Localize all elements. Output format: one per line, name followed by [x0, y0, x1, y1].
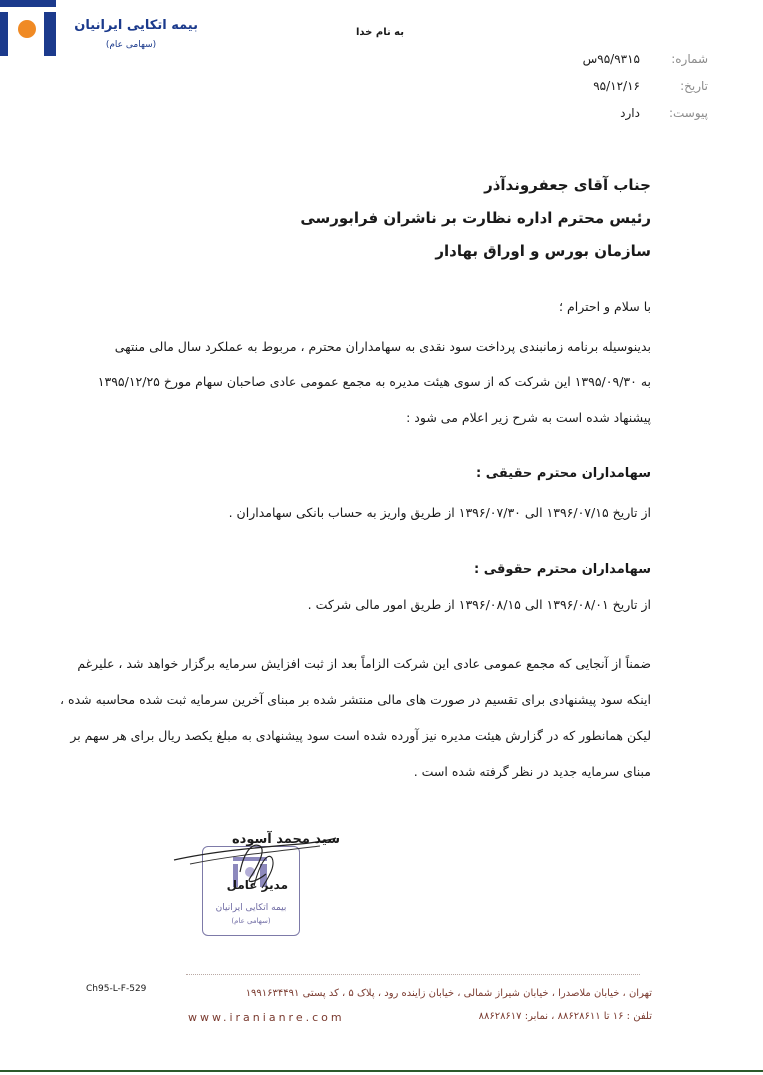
date-value: ۹۵/۱۲/۱۶: [593, 79, 640, 93]
recipient-name: جناب آقای جعفروندآذر: [484, 176, 651, 194]
recipient-position: رئیس محترم اداره نظارت بر ناشران فرابورسی: [300, 209, 651, 227]
section-text-individual: از تاریخ ۱۳۹۶/۰۷/۱۵ الی ۱۳۹۶/۰۷/۳۰ از طریق واریز به حساب بانکی سهامداران .: [228, 505, 651, 520]
paragraph-line: به ۱۳۹۵/۰۹/۳۰ این شرکت که از سوی هیئت مدیره به مجمع عمومی عادی صاحبان سهام مورخ ۱۳۹۵/۱۲/۲۵: [97, 374, 651, 389]
footer-address: تهران ، خیابان ملاصدرا ، خیابان شیراز شمالی ، خیابان زاینده رود ، پلاک ۵ ، کد پستی ۱۹۹۱۶۳۴۴۹۱: [245, 988, 652, 999]
company-type: (سهامی عام): [105, 40, 157, 50]
signature-block: [170, 822, 340, 952]
paragraph-line: اینکه سود پیشنهادی برای تقسیم در صورت های مالی منتشر شده بر مبنای آخرین سرمایه ثبت شده محاسبه شده ،: [60, 692, 651, 707]
section-heading-individual: سهامداران محترم حقیقی :: [476, 466, 651, 481]
attachment-value: دارد: [620, 106, 640, 120]
greeting: با سلام و احترام ؛: [559, 299, 651, 314]
stamp-company-name: بیمه اتکایی ایرانیان: [215, 903, 287, 913]
paragraph-line: لیکن همانطور که در گزارش هیئت مدیره نیز آورده شده است سود پیشنهادی به مبلغ یکصد ریال برای هر سهم بر: [70, 728, 651, 743]
date-label: تاریخ:: [680, 79, 708, 93]
section-heading-legal: سهامداران محترم حقوقی :: [474, 562, 651, 577]
stamp-company-type: (سهامی عام): [231, 917, 271, 925]
company-logo: [0, 0, 200, 64]
paragraph-line: بدینوسیله برنامه زمانبندی پرداخت سود نقدی به سهامداران محترم ، مربوط به عملکرد سال مالی منتهی: [114, 339, 651, 354]
footer-phone: تلفن : ۱۶ تا ۸۸۶۲۸۶۱۱ ، نمابر: ۸۸۶۲۸۶۱۷: [478, 1011, 652, 1022]
signatory-title: مدیر عامل: [226, 878, 288, 892]
number-value: ۹۵/۹۳۱۵س: [582, 52, 640, 66]
number-label: شماره:: [671, 52, 708, 66]
footer-website: www.iranianre.com: [188, 1011, 345, 1024]
section-text-legal: از تاریخ ۱۳۹۶/۰۸/۰۱ الی ۱۳۹۶/۰۸/۱۵ از طریق امور مالی شرکت .: [307, 597, 651, 612]
recipient-organization: سازمان بورس و اوراق بهادار: [435, 242, 651, 260]
footer-divider: [186, 974, 640, 975]
logo-mark-icon: [0, 0, 56, 56]
company-name: بیمه اتکایی ایرانیان: [74, 18, 198, 33]
page-bottom-edge: [0, 1070, 763, 1072]
paragraph-line: پیشنهاد شده است به شرح زیر اعلام می شود :: [406, 410, 651, 425]
paragraph-line: ضمناً از آنجایی که مجمع عمومی عادی این شرکت الزاماً بعد از ثبت افزایش سرمایه برگزار خواهد شد ، علیرغم: [77, 656, 651, 671]
document-code: Ch95-L-F-529: [86, 984, 147, 994]
basmala-text: به نام خدا: [355, 27, 405, 38]
signatory-name: سید محمد آسوده: [231, 832, 340, 847]
attachment-label: پیوست:: [668, 106, 708, 120]
paragraph-line: مبنای سرمایه جدید در نظر گرفته شده است .: [413, 764, 651, 779]
